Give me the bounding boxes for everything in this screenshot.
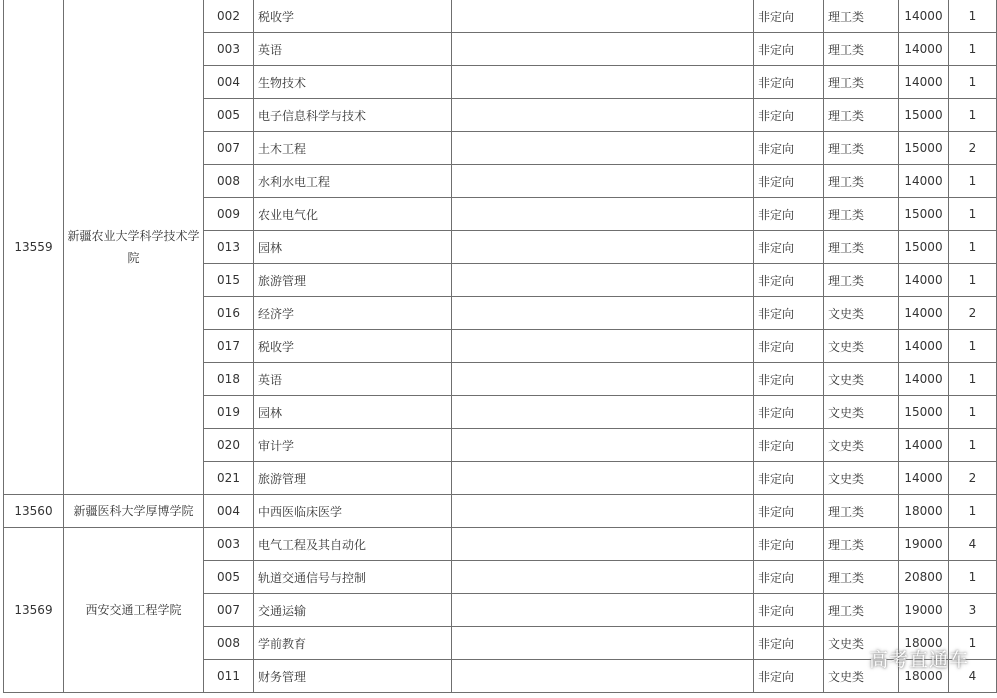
tuition-cell: 14000: [899, 264, 949, 297]
major-code-cell: 004: [204, 66, 254, 99]
category-cell: 理工类: [824, 231, 899, 264]
category-cell: 理工类: [824, 495, 899, 528]
plan-count-cell: 1: [949, 561, 997, 594]
remarks-cell: [452, 462, 754, 495]
major-code-cell: 005: [204, 99, 254, 132]
tuition-cell: 14000: [899, 363, 949, 396]
plan-type-cell: 非定向: [754, 396, 824, 429]
plan-count-cell: 1: [949, 198, 997, 231]
plan-type-cell: 非定向: [754, 165, 824, 198]
remarks-cell: [452, 396, 754, 429]
major-name-cell: 交通运输: [254, 594, 452, 627]
remarks-cell: [452, 495, 754, 528]
major-code-cell: 005: [204, 561, 254, 594]
category-cell: 文史类: [824, 297, 899, 330]
plan-count-cell: 1: [949, 99, 997, 132]
major-name-cell: 农业电气化: [254, 198, 452, 231]
major-code-cell: 002: [204, 0, 254, 33]
major-code-cell: 003: [204, 528, 254, 561]
plan-count-cell: 4: [949, 528, 997, 561]
institution-code-cell: 13559: [4, 0, 64, 495]
institution-name-cell: 西安交通工程学院: [64, 528, 204, 693]
plan-type-cell: 非定向: [754, 561, 824, 594]
major-name-cell: 生物技术: [254, 66, 452, 99]
category-cell: 文史类: [824, 627, 899, 660]
category-cell: 理工类: [824, 66, 899, 99]
plan-count-cell: 2: [949, 132, 997, 165]
major-name-cell: 财务管理: [254, 660, 452, 693]
remarks-cell: [452, 330, 754, 363]
institution-code-cell: 13569: [4, 528, 64, 693]
category-cell: 文史类: [824, 462, 899, 495]
tuition-cell: 18000: [899, 660, 949, 693]
category-cell: 理工类: [824, 99, 899, 132]
remarks-cell: [452, 627, 754, 660]
major-name-cell: 中西医临床医学: [254, 495, 452, 528]
plan-count-cell: 1: [949, 363, 997, 396]
tuition-cell: 15000: [899, 231, 949, 264]
plan-count-cell: 2: [949, 297, 997, 330]
table-row: [4, 0, 997, 33]
plan-type-cell: 非定向: [754, 0, 824, 33]
admission-plan-table: [3, 0, 997, 693]
tuition-cell: 14000: [899, 66, 949, 99]
remarks-cell: [452, 231, 754, 264]
major-code-cell: 008: [204, 165, 254, 198]
plan-count-cell: 1: [949, 495, 997, 528]
category-cell: 理工类: [824, 561, 899, 594]
plan-type-cell: 非定向: [754, 264, 824, 297]
plan-count-cell: 1: [949, 231, 997, 264]
table-body: [4, 0, 997, 693]
plan-count-cell: 2: [949, 462, 997, 495]
category-cell: 理工类: [824, 0, 899, 33]
category-cell: 文史类: [824, 429, 899, 462]
tuition-cell: 14000: [899, 297, 949, 330]
major-code-cell: 007: [204, 132, 254, 165]
category-cell: 理工类: [824, 132, 899, 165]
remarks-cell: [452, 660, 754, 693]
plan-type-cell: 非定向: [754, 660, 824, 693]
plan-type-cell: 非定向: [754, 231, 824, 264]
category-cell: 理工类: [824, 594, 899, 627]
plan-type-cell: 非定向: [754, 429, 824, 462]
major-code-cell: 011: [204, 660, 254, 693]
remarks-cell: [452, 66, 754, 99]
plan-count-cell: 1: [949, 330, 997, 363]
plan-count-cell: 1: [949, 429, 997, 462]
remarks-cell: [452, 198, 754, 231]
category-cell: 理工类: [824, 264, 899, 297]
plan-type-cell: 非定向: [754, 363, 824, 396]
tuition-cell: 14000: [899, 330, 949, 363]
remarks-cell: [452, 33, 754, 66]
major-name-cell: 电子信息科学与技术: [254, 99, 452, 132]
category-cell: 理工类: [824, 528, 899, 561]
plan-count-cell: 3: [949, 594, 997, 627]
tuition-cell: 14000: [899, 462, 949, 495]
plan-type-cell: 非定向: [754, 99, 824, 132]
plan-count-cell: 1: [949, 33, 997, 66]
remarks-cell: [452, 363, 754, 396]
tuition-cell: 18000: [899, 627, 949, 660]
remarks-cell: [452, 165, 754, 198]
plan-type-cell: 非定向: [754, 330, 824, 363]
major-name-cell: 园林: [254, 396, 452, 429]
tuition-cell: 18000: [899, 495, 949, 528]
major-code-cell: 004: [204, 495, 254, 528]
plan-count-cell: 1: [949, 627, 997, 660]
plan-type-cell: 非定向: [754, 66, 824, 99]
table-row: [4, 495, 997, 528]
category-cell: 理工类: [824, 165, 899, 198]
major-code-cell: 020: [204, 429, 254, 462]
plan-type-cell: 非定向: [754, 627, 824, 660]
major-code-cell: 017: [204, 330, 254, 363]
major-name-cell: 电气工程及其自动化: [254, 528, 452, 561]
major-name-cell: 英语: [254, 33, 452, 66]
major-code-cell: 018: [204, 363, 254, 396]
category-cell: 文史类: [824, 330, 899, 363]
major-name-cell: 审计学: [254, 429, 452, 462]
major-code-cell: 009: [204, 198, 254, 231]
remarks-cell: [452, 264, 754, 297]
major-name-cell: 经济学: [254, 297, 452, 330]
major-code-cell: 016: [204, 297, 254, 330]
tuition-cell: 14000: [899, 0, 949, 33]
remarks-cell: [452, 429, 754, 462]
plan-count-cell: 1: [949, 396, 997, 429]
major-name-cell: 税收学: [254, 0, 452, 33]
tuition-cell: 14000: [899, 429, 949, 462]
category-cell: 文史类: [824, 396, 899, 429]
major-code-cell: 013: [204, 231, 254, 264]
plan-type-cell: 非定向: [754, 33, 824, 66]
major-name-cell: 园林: [254, 231, 452, 264]
major-name-cell: 轨道交通信号与控制: [254, 561, 452, 594]
major-code-cell: 007: [204, 594, 254, 627]
major-name-cell: 英语: [254, 363, 452, 396]
remarks-cell: [452, 297, 754, 330]
plan-type-cell: 非定向: [754, 594, 824, 627]
major-code-cell: 003: [204, 33, 254, 66]
major-name-cell: 旅游管理: [254, 462, 452, 495]
major-name-cell: 土木工程: [254, 132, 452, 165]
remarks-cell: [452, 99, 754, 132]
major-code-cell: 015: [204, 264, 254, 297]
plan-type-cell: 非定向: [754, 462, 824, 495]
institution-code-cell: 13560: [4, 495, 64, 528]
category-cell: 文史类: [824, 660, 899, 693]
institution-name-cell: 新疆农业大学科学技术学院: [64, 0, 204, 495]
remarks-cell: [452, 528, 754, 561]
plan-type-cell: 非定向: [754, 528, 824, 561]
plan-type-cell: 非定向: [754, 495, 824, 528]
major-name-cell: 旅游管理: [254, 264, 452, 297]
remarks-cell: [452, 132, 754, 165]
tuition-cell: 14000: [899, 165, 949, 198]
tuition-cell: 15000: [899, 396, 949, 429]
plan-count-cell: 1: [949, 0, 997, 33]
tuition-cell: 14000: [899, 33, 949, 66]
institution-name-cell: 新疆医科大学厚博学院: [64, 495, 204, 528]
remarks-cell: [452, 561, 754, 594]
major-code-cell: 021: [204, 462, 254, 495]
watermark: 高考直通车: [868, 649, 969, 671]
plan-type-cell: 非定向: [754, 198, 824, 231]
tuition-cell: 19000: [899, 594, 949, 627]
remarks-cell: [452, 594, 754, 627]
table-row: [4, 528, 997, 561]
major-code-cell: 019: [204, 396, 254, 429]
remarks-cell: [452, 0, 754, 33]
tuition-cell: 15000: [899, 99, 949, 132]
tuition-cell: 20800: [899, 561, 949, 594]
plan-type-cell: 非定向: [754, 297, 824, 330]
major-name-cell: 税收学: [254, 330, 452, 363]
tuition-cell: 19000: [899, 528, 949, 561]
tuition-cell: 15000: [899, 198, 949, 231]
plan-type-cell: 非定向: [754, 132, 824, 165]
category-cell: 理工类: [824, 198, 899, 231]
major-code-cell: 008: [204, 627, 254, 660]
plan-count-cell: 1: [949, 264, 997, 297]
plan-count-cell: 1: [949, 66, 997, 99]
tuition-cell: 15000: [899, 132, 949, 165]
plan-count-cell: 4: [949, 660, 997, 693]
category-cell: 文史类: [824, 363, 899, 396]
category-cell: 理工类: [824, 33, 899, 66]
major-name-cell: 水利水电工程: [254, 165, 452, 198]
plan-count-cell: 1: [949, 165, 997, 198]
major-name-cell: 学前教育: [254, 627, 452, 660]
